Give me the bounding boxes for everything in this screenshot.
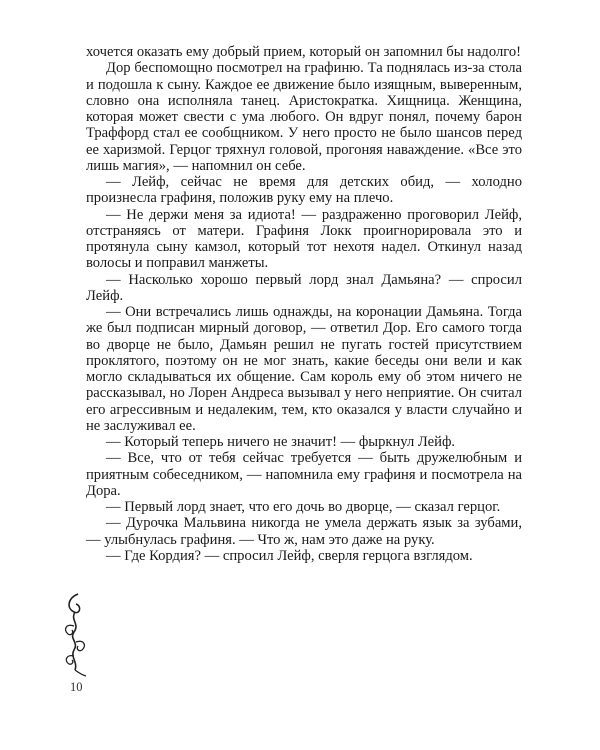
paragraph: хочется оказать ему добрый прием, который он запомнил бы надолго!	[86, 44, 522, 60]
paragraph: — Не держи меня за идиота! — раздраженно проговорил Лейф, отстраняясь от матери. Графиня Локк проигнорировала это и протянула сыну камзол, который тот нехотя надел. Откинул назад волосы и поправил манжеты.	[86, 206, 522, 272]
paragraph: — Дурочка Мальвина никогда не умела держать язык за зубами, — улыбнулась графиня. — Что ж, нам это даже на руку.	[86, 515, 522, 548]
paragraph: — Все, что от тебя сейчас требуется — быть дружелюбным и приятным собеседником, — напомнила ему графиня и посмотрела на Дора.	[86, 450, 522, 499]
paragraph: — Лейф, сейчас не время для детских обид, — холодно произнесла графиня, положив руку ему на плечо.	[86, 174, 522, 207]
page-number: 10	[70, 680, 83, 694]
paragraph: — Первый лорд знает, что его дочь во дворце, — сказал герцог.	[106, 499, 501, 515]
paragraph: — Они встречались лишь однажды, на коронации Дамьяна. Тогда же был подписан мирный договор, — ответил Дор. Его самого тогда во дворце не было, Дамьян решил не пугать гостей присутствием проклятого, поэтому он не мог знать, какие беседы они вели и как могло складываться их общение. Сам король ему об этом ничего не рассказывал, но Лорен Андреса вызывал у него неприятие. Он считал его агрессивным и недалеким, тем, кто оказался у власти случайно и не заслуживал ее.	[86, 304, 522, 434]
floral-ornament-icon	[60, 590, 90, 678]
paragraph: — Который теперь ничего не значит! — фыркнул Лейф.	[106, 434, 456, 450]
paragraph: Дор беспомощно посмотрел на графиню. Та поднялась из-за стола и подошла к сыну. Каждое ее движение было изящным, выверенным, словно она исполняла танец. Аристократка. Хищница. Женщина, которая может свести с ума любого. Он вдруг понял, почему барон Траффорд стал ее сообщником. У него просто не было шансов перед ее харизмой. Герцог тряхнул головой, прогоняя наваждение. «Все это лишь магия», — напомнил он себе.	[86, 60, 522, 174]
paragraph: — Насколько хорошо первый лорд знал Дамьяна? — спросил Лейф.	[86, 271, 522, 304]
paragraph: — Где Кордия? — спросил Лейф, сверля герцога взглядом.	[106, 547, 473, 564]
page-text-block	[86, 44, 522, 564]
